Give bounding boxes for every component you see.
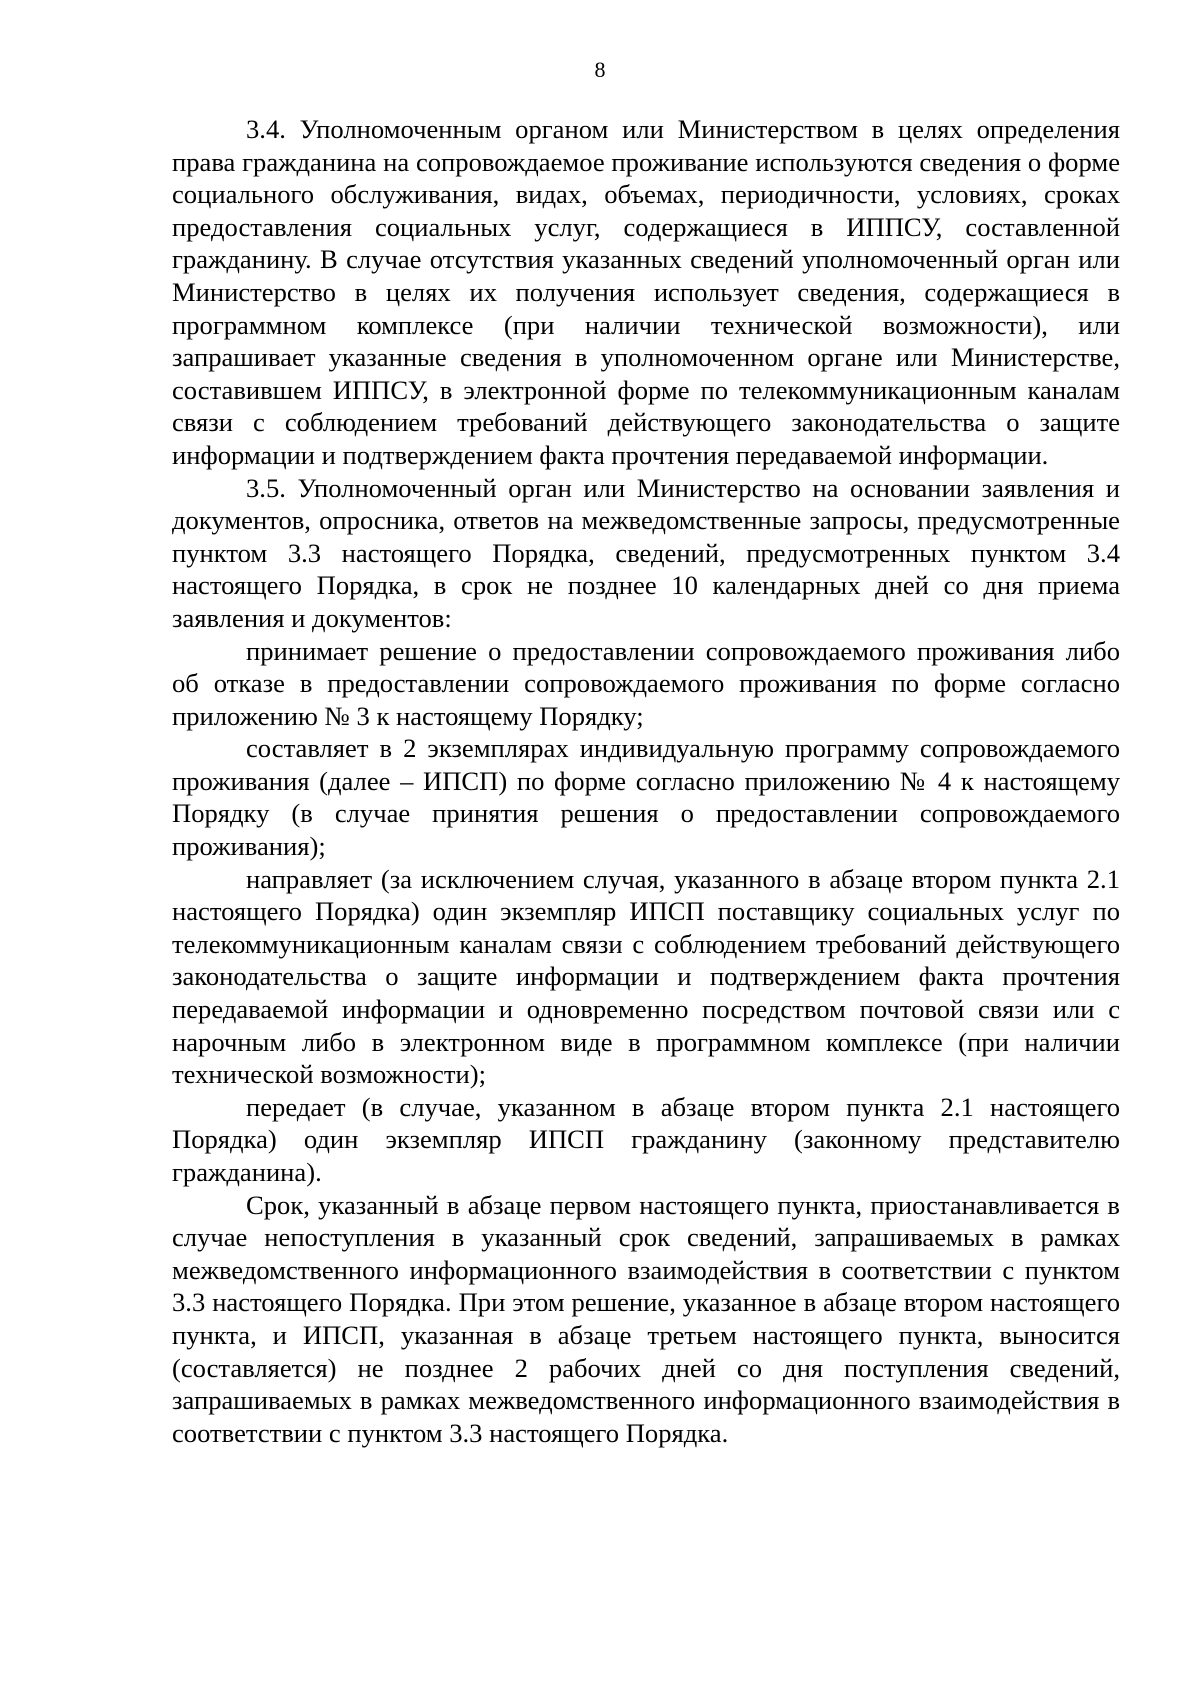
paragraph-term-suspension: Срок, указанный в абзаце первом настоящего пункта, приостанавливается в случае непоступления в указанный срок сведений, запрашиваемых в рамках межведомственного информационного взаимодействия в соответствии с пунктом 3.3 настоящего Порядка. При этом решение, указанное в абзаце втором настоящего пункта, и ИПСП, указанная в абзаце третьем настоящего пункта, выносится (составляется) не позднее 2 рабочих дней со дня поступления сведений, запрашиваемых в рамках межведомственного информационного взаимодействия в соответствии с пунктом 3.3 настоящего Порядка. bbox=[172, 1189, 1120, 1448]
paragraph-ipsp-transfer: передает (в случае, указанном в абзаце втором пункта 2.1 настоящего Порядка) один экземпляр ИПСП гражданину (законному представителю гражданина). bbox=[172, 1091, 1120, 1187]
paragraph-3-4: 3.4. Уполномоченным органом или Министерством в целях определения права гражданина на сопровождаемое проживание используются сведения о форме социального обслуживания, видах, объемах, периодичности, условиях, сроках предоставления социальных услуг, содержащиеся в ИППСУ, составленной гражданину. В случае отсутствия указанных сведений уполномоченный орган или Министерство в целях их получения использует сведения, содержащиеся в программном комплексе (при наличии технической возможности), или запрашивает указанные сведения в уполномоченном органе или Министерстве, составившем ИППСУ, в электронной форме по телекоммуникационным каналам связи с соблюдением требований действующего законодательства о защите информации и подтверждением факта прочтения передаваемой информации. bbox=[172, 114, 1120, 470]
paragraph-decision: принимает решение о предоставлении сопровождаемого проживания либо об отказе в предоставлении сопровождаемого проживания по форме согласно приложению № 3 к настоящему Порядку; bbox=[172, 635, 1120, 731]
document-body bbox=[172, 113, 1120, 1449]
paragraph-ipsp-compose: составляет в 2 экземплярах индивидуальную программу сопровождаемого проживания (далее – ИПСП) по форме согласно приложению № 4 к настоящему Порядку (в случае принятия решения о предоставлении сопровождаемого проживания); bbox=[172, 733, 1120, 862]
paragraph-ipsp-send: направляет (за исключением случая, указанного в абзаце втором пункта 2.1 настоящего Порядка) один экземпляр ИПСП поставщику социальных услуг по телекоммуникационным каналам связи с соблюдением требований действующего законодательства о защите информации и подтверждением факта прочтения передаваемой информации и одновременно посредством почтовой связи или с нарочным либо в электронном виде в программном комплексе (при наличии технической возможности); bbox=[172, 863, 1120, 1090]
page-number: 8 bbox=[594, 57, 606, 82]
paragraph-3-5: 3.5. Уполномоченный орган или Министерство на основании заявления и документов, опросника, ответов на межведомственные запросы, предусмотренные пунктом 3.3 настоящего Порядка, сведений, предусмотренных пунктом 3.4 настоящего Порядка, в срок не позднее 10 календарных дней со дня приема заявления и документов: bbox=[172, 472, 1120, 633]
